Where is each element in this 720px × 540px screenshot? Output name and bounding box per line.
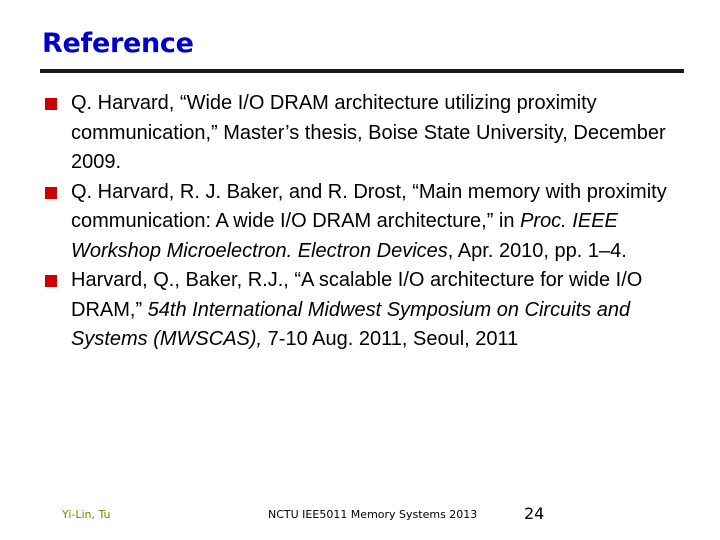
square-bullet-icon <box>45 275 57 287</box>
footer-course: NCTU IEE5011 Memory Systems 2013 <box>268 508 478 521</box>
reference-list <box>42 89 682 355</box>
reference-item <box>42 89 682 178</box>
reference-text: Q. Harvard, “Wide I/O DRAM architecture utilizing proximity communication,” Master’s thesis, Boise State University, December 2009. <box>71 92 666 173</box>
reference-italic-text: Proc. IEEE Workshop Microelectron. Electron Devices <box>71 210 618 262</box>
reference-text-tail: 7-10 Aug. 2011, Seoul, 2011 <box>262 328 519 350</box>
square-bullet-icon <box>45 98 57 110</box>
reference-text: Q. Harvard, R. J. Baker, and R. Drost, “Main memory with proximity communication: A wide I/O DRAM architecture,” in <box>71 180 667 232</box>
slide-title: Reference <box>42 28 194 59</box>
reference-item <box>42 178 682 267</box>
reference-italic-text: 54th International Midwest Symposium on Circuits and Systems (MWSCAS), <box>71 298 631 350</box>
page-number: 24 <box>524 504 545 523</box>
footer-author: Yi-Lin, Tu <box>62 508 111 521</box>
reference-item <box>42 266 682 355</box>
reference-text: Harvard, Q., Baker, R.J., “A scalable I/O architecture for wide I/O DRAM,” <box>71 269 643 321</box>
square-bullet-icon <box>45 187 57 199</box>
title-underline <box>40 69 684 73</box>
reference-text-tail: , Apr. 2010, pp. 1–4. <box>447 239 627 262</box>
